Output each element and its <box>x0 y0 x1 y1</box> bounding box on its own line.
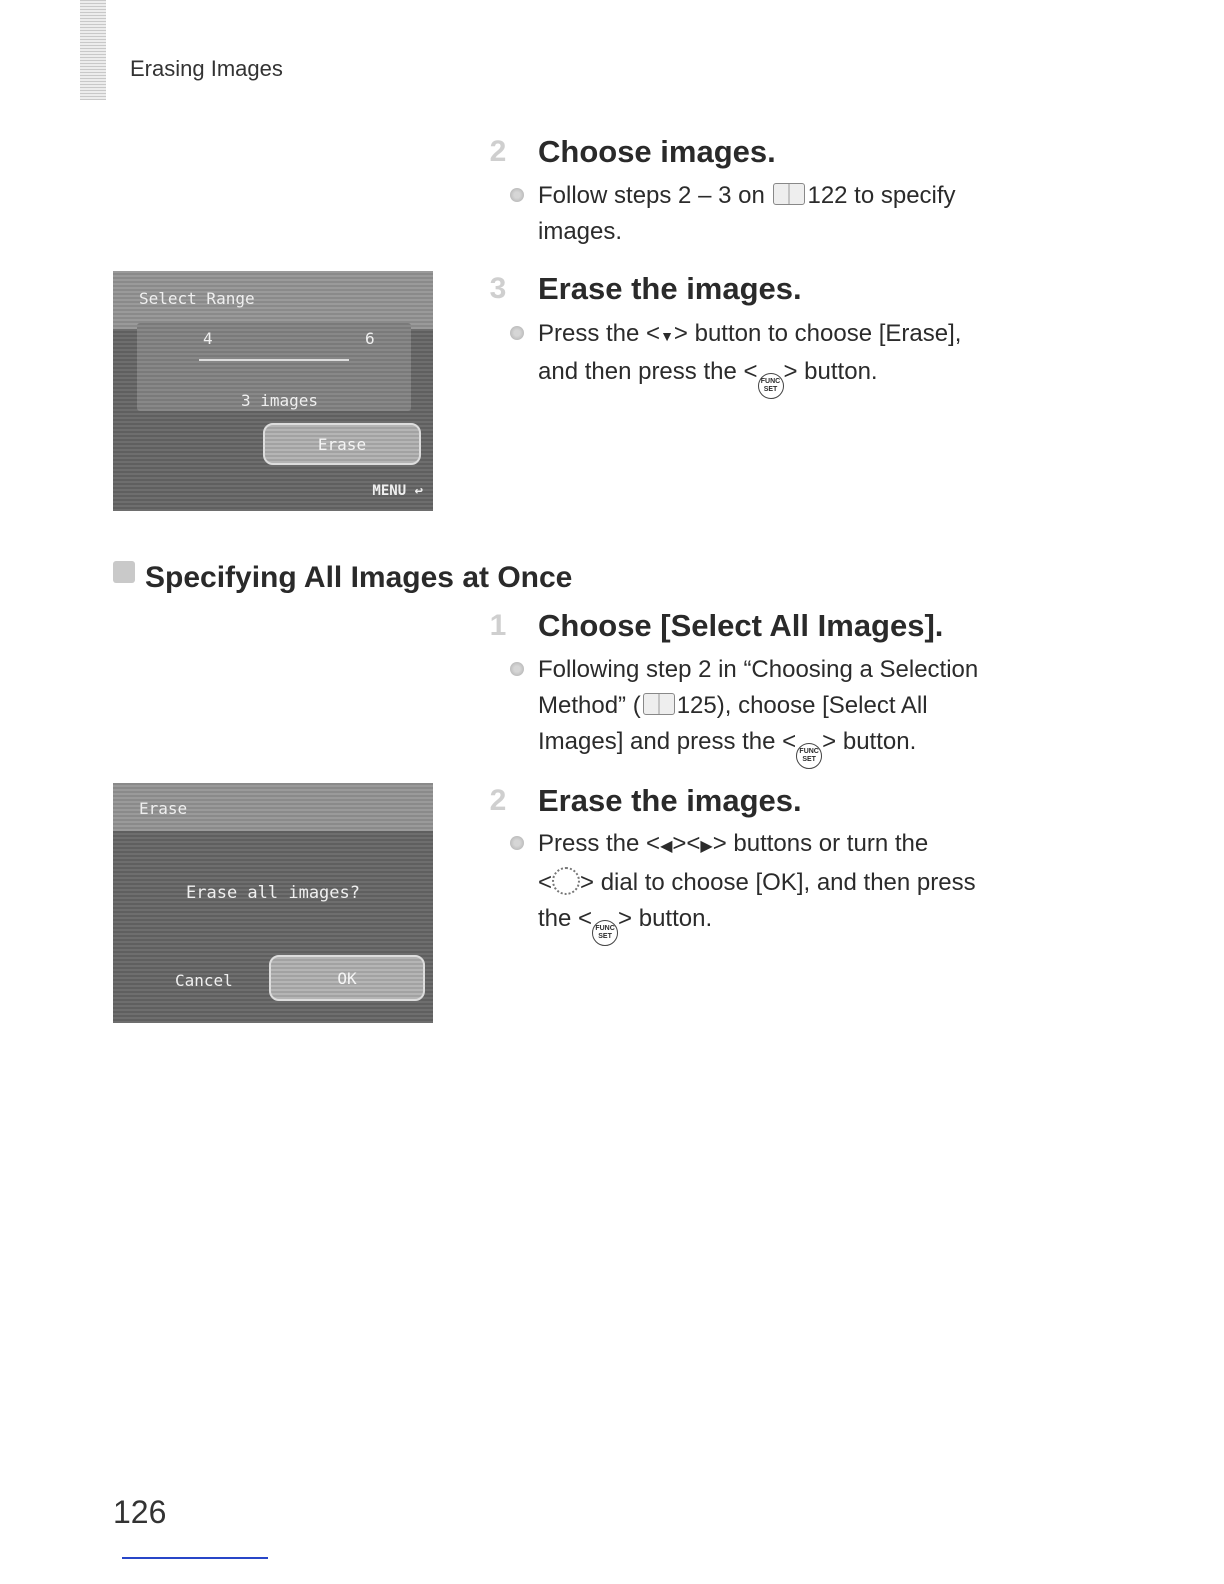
erase-button: Erase <box>263 423 421 465</box>
step-number: 3 <box>489 272 507 305</box>
control-dial-icon <box>552 867 580 895</box>
bullet-icon <box>510 662 524 676</box>
body-text-part: > dial to choose [OK], and then press <box>580 869 976 896</box>
screen-header-label: Erase <box>139 799 188 818</box>
camera-screen-erase-all <box>113 783 433 1023</box>
body-text-part: Following step 2 in “Choosing a Selection <box>538 656 979 683</box>
step-number: 1 <box>489 609 507 642</box>
step-body <box>538 652 978 769</box>
func-set-icon <box>758 373 784 399</box>
camera-screen-select-range <box>113 271 433 511</box>
cancel-option: Cancel <box>175 971 233 990</box>
body-text-part: the < <box>538 905 593 932</box>
body-text-part: 125), choose [Select All <box>676 692 928 719</box>
step-title: Choose [Select All Images]. <box>538 608 944 643</box>
step-body <box>538 178 956 250</box>
body-text-part: >< <box>672 830 701 857</box>
body-text-part: > button. <box>783 358 878 385</box>
func-set-icon <box>592 920 618 946</box>
bullet-icon <box>510 326 524 340</box>
step-body <box>538 316 961 399</box>
body-text-part: images. <box>538 218 623 245</box>
page-number: 126 <box>113 1494 167 1530</box>
step-title: Choose images. <box>538 134 776 169</box>
body-text-part: and then press the < <box>538 358 758 385</box>
menu-return-indicator: MENU ↩ <box>372 483 423 499</box>
step-number: 2 <box>489 135 507 168</box>
func-label: FUNC <box>760 378 781 385</box>
set-label: SET <box>598 933 612 940</box>
func-label: FUNC <box>799 748 819 755</box>
body-text-part: 122 to specify <box>807 182 956 209</box>
down-arrow-icon: ▼ <box>660 328 674 344</box>
range-slider-line <box>199 359 349 361</box>
chapter-tab-marker <box>80 0 106 100</box>
body-text-part: Method” ( <box>538 692 641 719</box>
running-head: Erasing Images <box>130 56 283 81</box>
body-text-part: > button. <box>618 905 713 932</box>
page-reference-icon <box>773 183 805 205</box>
body-text-part: > button. <box>822 728 917 755</box>
func-label: FUNC <box>595 925 615 932</box>
confirm-message: Erase all images? <box>186 883 360 903</box>
step-title: Erase the images. <box>538 271 802 306</box>
bullet-icon <box>510 836 524 850</box>
range-start: 4 <box>203 329 213 348</box>
screen-header-label: Select Range <box>139 289 255 308</box>
func-set-icon <box>796 743 822 769</box>
step-number: 2 <box>489 784 507 817</box>
range-end: 6 <box>365 329 375 348</box>
set-label: SET <box>802 756 816 763</box>
left-arrow-icon: ◀ <box>660 838 673 855</box>
body-text-part: Press the < <box>538 830 661 857</box>
body-text-part: Press the < <box>538 320 661 347</box>
ok-button: OK <box>269 955 425 1001</box>
step-body <box>538 826 976 946</box>
body-text-part: < <box>538 869 553 896</box>
right-arrow-icon: ▶ <box>700 838 713 855</box>
footer-rule <box>122 1557 268 1559</box>
set-label: SET <box>763 386 778 393</box>
section-marker-icon <box>113 561 135 583</box>
image-count: 3 images <box>241 391 319 410</box>
body-text-part: > buttons or turn the <box>712 830 929 857</box>
body-text-part: Follow steps 2 – 3 on <box>538 182 772 209</box>
step-title: Erase the images. <box>538 783 802 818</box>
body-text-part: Images] and press the < <box>538 728 797 755</box>
bullet-icon <box>510 188 524 202</box>
body-text-part: > button to choose [Erase], <box>673 320 962 347</box>
page-reference-icon <box>643 693 675 715</box>
section-title: Specifying All Images at Once <box>145 561 573 594</box>
